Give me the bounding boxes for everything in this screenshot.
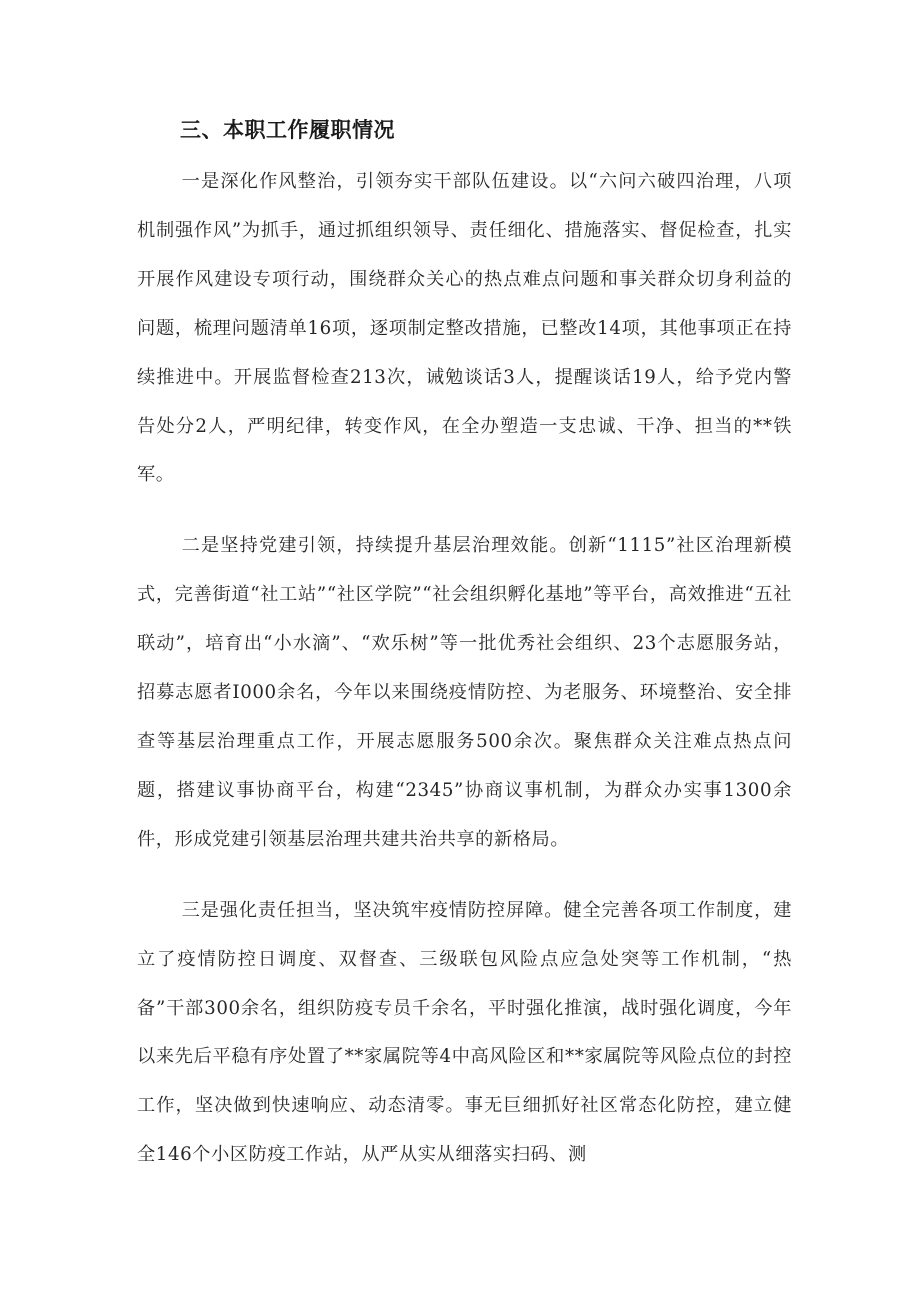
paragraph-party-building: 二是坚持党建引领，持续提升基层治理效能。创新“1115”社区治理新模式，完善街道“社工站”“社区学院”“社会组织孵化基地”等平台，高效推进“五社联动”，培育出“小水滴”、“欢乐树”等一批优秀社会组织、23个志愿服务站，招募志愿者I000余名，今年以来围绕疫情防控、为老服务、环境整治、安全排查等基层治理重点工作，开展志愿服务500余次。聚焦群众关注难点热点问题，搭建议事协商平台，构建“2345”协商议事机制，为群众办实事1300余件，形成党建引领基层治理共建共治共享的新格局。 [137, 535, 792, 850]
section-heading: 三、本职工作履职情况 [180, 118, 395, 142]
paragraph-work-style: 一是深化作风整治，引领夯实干部队伍建设。以“六问六破四治理，八项机制强作风”为抓手，通过抓组织领导、责任细化、措施落实、督促检查，扎实开展作风建设专项行动，围绕群众关心的热点难点问题和事关群众切身利益的问题，梳理问题清单16项，逐项制定整改措施，已整改14项，其他事项正在持续推进中。开展监督检查213次，诫勉谈话3人，提醒谈话19人，给予党内警告处分2人，严明纪律，转变作风，在全办塑造一支忠诚、干净、担当的**铁军。 [137, 171, 792, 486]
paragraph-epidemic-control: 三是强化责任担当，坚决筑牢疫情防控屏障。健全完善各项工作制度，建立了疫情防控日调度、双督查、三级联包风险点应急处突等工作机制，“热备”干部300余名，组织防疫专员千余名，平时强化推演，战时强化调度，今年以来先后平稳有序处置了**家属院等4中高风险区和**家属院等风险点位的封控工作，坚决做到快速响应、动态清零。事无巨细抓好社区常态化防控，建立健全146个小区防疫工作站，从严从实从细落实扫码、测 [137, 899, 792, 1166]
